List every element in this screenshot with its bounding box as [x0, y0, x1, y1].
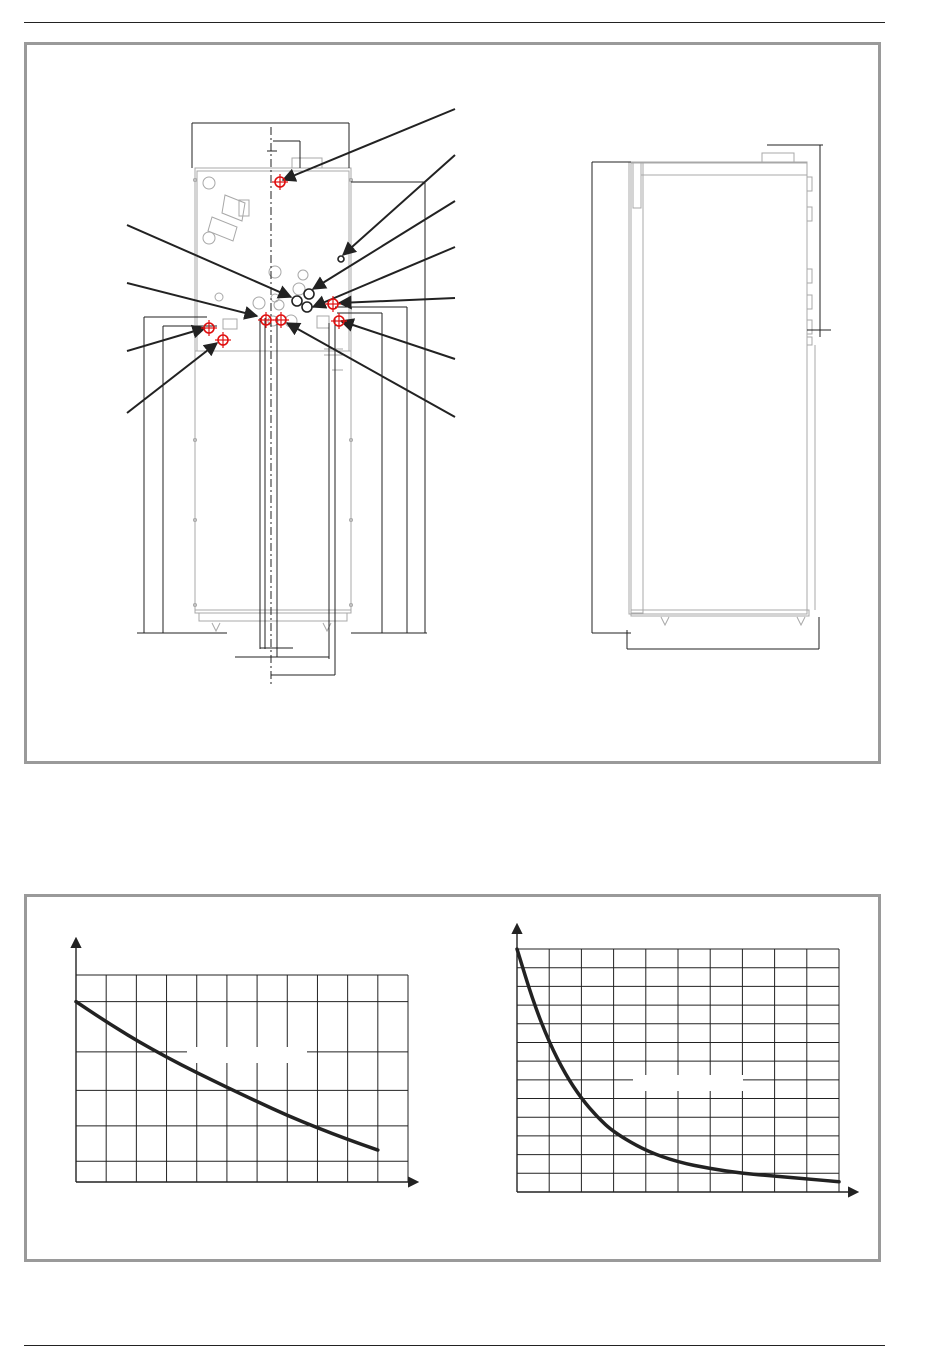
dimension-drawing-panel: [24, 42, 881, 764]
dimension-drawing: [27, 45, 878, 761]
side-door-edge: [631, 163, 643, 613]
dimension-lines: [137, 123, 831, 675]
leader-11: [127, 343, 217, 413]
leader-3: [313, 201, 455, 289]
connection-icon: [215, 332, 231, 348]
leader-lines: [127, 109, 455, 417]
leader-6: [341, 321, 455, 359]
grid: [76, 975, 408, 1182]
sensor-icon: [292, 296, 302, 306]
header-rule: [24, 22, 885, 23]
sensor-icon: [338, 256, 344, 262]
chart-left: [76, 939, 417, 1182]
connection-icon: [325, 296, 341, 312]
charts-panel: [24, 894, 881, 1262]
connection-icon: [201, 320, 217, 336]
leader-1: [283, 109, 455, 180]
curve-label-box: [187, 1047, 307, 1063]
leader-10: [127, 328, 205, 351]
leader-7: [287, 323, 455, 417]
leader-5: [339, 298, 455, 303]
front-upper-panel: [197, 171, 349, 351]
side-cabinet-outline: [629, 162, 807, 614]
charts-area: [27, 897, 878, 1259]
leader-2: [343, 155, 455, 255]
sensor-icon: [302, 302, 312, 312]
connection-icon: [331, 313, 347, 329]
curve-label-box: [633, 1075, 743, 1091]
sensor-icon: [304, 289, 314, 299]
chart-right: [517, 925, 857, 1192]
leader-9: [127, 283, 257, 316]
leader-8: [127, 225, 291, 297]
connection-icon: [272, 174, 288, 190]
footer-rule: [24, 1345, 885, 1346]
